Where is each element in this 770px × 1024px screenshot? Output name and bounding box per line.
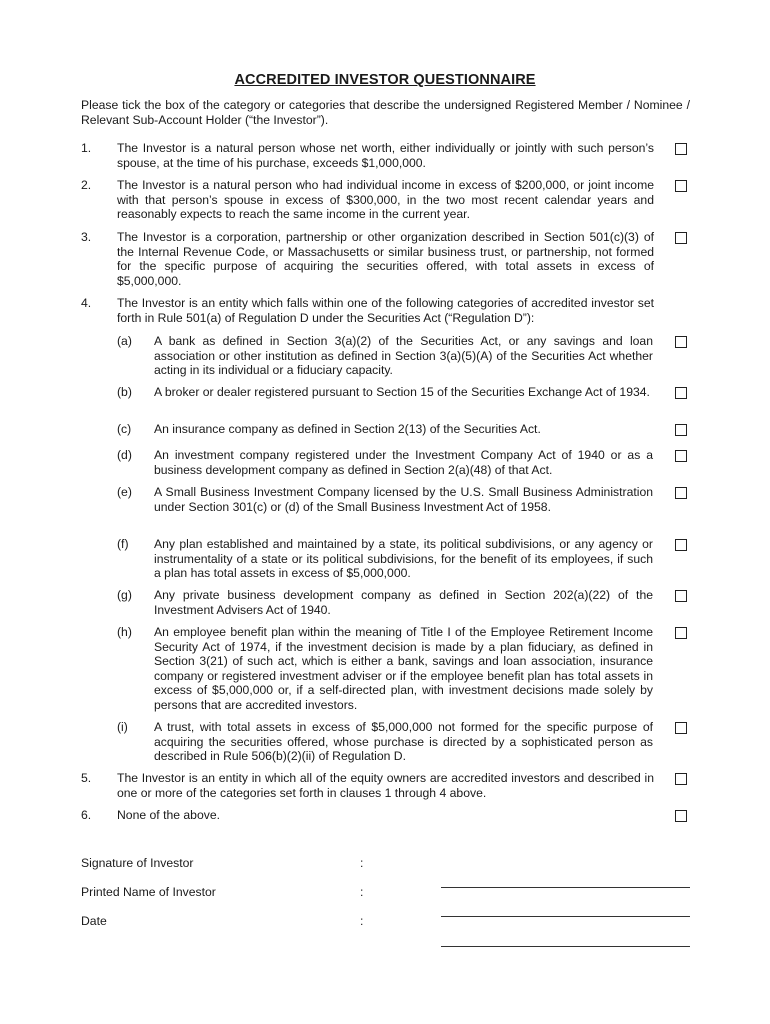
checkbox-sub-f[interactable] (675, 539, 687, 551)
item-text: The Investor is an entity which falls within one of the following categories of accredited investor set forth in Rule 501(a) of Regulation D under the Securities Act (“Regulation D”): (117, 296, 654, 325)
item-text: The Investor is a natural person who had individual income in excess of $200,000, or joint income with that person’s spouse in excess of $300,000, in the two most recent calendar years and reasonably expects to reach the same income in the current year. (117, 178, 654, 222)
checkbox-sub-d[interactable] (675, 450, 687, 462)
sub-letter: (c) (117, 422, 132, 436)
item-text: The Investor is an entity in which all of the equity owners are accredited investors and described in one or more of the categories set forth in clauses 1 through 4 above. (117, 771, 654, 800)
sub-text: Any private business development company as defined in Section 202(a)(22) of the Investment Advisers Act of 1940. (154, 588, 653, 617)
checkbox-item-5[interactable] (675, 773, 687, 785)
sub-letter: (e) (117, 485, 132, 499)
item-number: 4. (81, 296, 92, 310)
intro-text: Please tick the box of the category or categories that describe the undersigned Registered Member / Nominee / Relevant Sub-Account Holder (“the Investor”). (81, 98, 690, 127)
item-text: The Investor is a natural person whose net worth, either individually or jointly with such person’s spouse, at the time of his purchase, exceeds $1,000,000. (117, 141, 654, 170)
page-title: ACCREDITED INVESTOR QUESTIONNAIRE (234, 72, 536, 88)
sub-letter: (h) (117, 625, 132, 639)
checkbox-item-3[interactable] (675, 232, 687, 244)
sub-letter: (d) (117, 448, 132, 462)
sub-letter: (i) (117, 720, 128, 734)
printed-name-colon: : (360, 885, 364, 899)
checkbox-item-2[interactable] (675, 180, 687, 192)
item-number: 1. (81, 141, 92, 155)
sub-text: A broker or dealer registered pursuant to Section 15 of the Securities Exchange Act of 1934. (154, 385, 650, 399)
sub-text: A trust, with total assets in excess of $5,000,000 not formed for the specific purpose of acquiring the securities offered, whose purchase is directed by a sophisticated person as described in Rule 506(b)(2)(ii) of Regulation D. (154, 720, 653, 764)
printed-name-label: Printed Name of Investor (81, 885, 216, 899)
signature-label: Signature of Investor (81, 856, 194, 870)
sub-text: Any plan established and maintained by a state, its political subdivisions, or any agency or instrumentality of a state or its political subdivisions, for the benefit of its employees, if such a plan has total assets in excess of $5,000,000. (154, 537, 653, 581)
sub-text: A Small Business Investment Company licensed by the U.S. Small Business Administration under Section 301(c) or (d) of the Small Business Investment Act of 1958. (154, 485, 653, 514)
signature-field[interactable] (441, 887, 690, 888)
checkbox-sub-i[interactable] (675, 722, 687, 734)
checkbox-sub-a[interactable] (675, 336, 687, 348)
checkbox-item-1[interactable] (675, 143, 687, 155)
checkbox-item-6[interactable] (675, 810, 687, 822)
sub-letter: (f) (117, 537, 129, 551)
sub-text: An investment company registered under the Investment Company Act of 1940 or as a business development company as defined in Section 2(a)(48) of that Act. (154, 448, 653, 477)
signature-colon: : (360, 856, 364, 870)
sub-letter: (g) (117, 588, 132, 602)
item-text: None of the above. (117, 808, 220, 822)
item-number: 5. (81, 771, 92, 785)
checkbox-sub-e[interactable] (675, 487, 687, 499)
sub-text: A bank as defined in Section 3(a)(2) of the Securities Act, or any savings and loan association or other institution as defined in Section 3(a)(5)(A) of the Securities Act whether acting in its individual or a fiduciary capacity. (154, 334, 653, 378)
date-field[interactable] (441, 946, 690, 947)
item-number: 3. (81, 230, 92, 244)
checkbox-sub-c[interactable] (675, 424, 687, 436)
checkbox-sub-b[interactable] (675, 387, 687, 399)
item-text: The Investor is a corporation, partnership or other organization described in Section 501(c)(3) of the Internal Revenue Code, or Massachusetts or similar business trust, or partnership, not formed for the specific purpose of acquiring the securities offered, with total assets in excess of $5,000,000. (117, 230, 654, 288)
printed-name-field[interactable] (441, 916, 690, 917)
item-number: 2. (81, 178, 92, 192)
item-number: 6. (81, 808, 92, 822)
sub-text: An employee benefit plan within the meaning of Title I of the Employee Retirement Income Security Act of 1974, if the investment decision is made by a plan fiduciary, as defined in Section 3(21) of such act, which is either a bank, savings and loan association, insurance company or registered investment adviser or if the employee benefit plan has total assets in excess of $5,000,000 or, if a self-directed plan, with investment decisions made solely by persons that are accredited investors. (154, 625, 653, 712)
date-colon: : (360, 914, 364, 928)
sub-letter: (b) (117, 385, 132, 399)
sub-letter: (a) (117, 334, 132, 348)
checkbox-sub-g[interactable] (675, 590, 687, 602)
checkbox-sub-h[interactable] (675, 627, 687, 639)
date-label: Date (81, 914, 107, 928)
sub-text: An insurance company as defined in Section 2(13) of the Securities Act. (154, 422, 541, 436)
